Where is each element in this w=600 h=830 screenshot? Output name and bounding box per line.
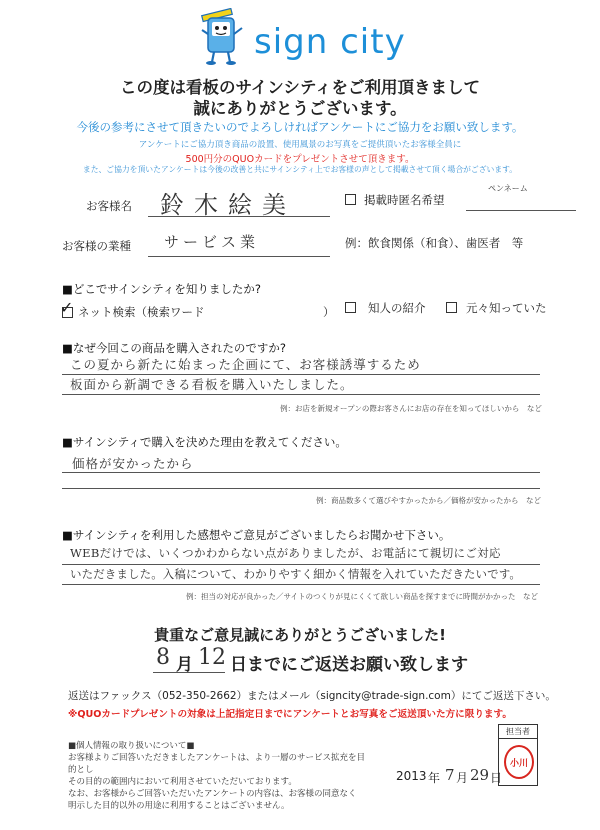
privacy-block (68, 740, 368, 812)
logo-text: sign city (254, 22, 406, 62)
q4-title: ■サインシティを利用した感想やご意見がございましたらお聞かせ下さい。 (62, 528, 451, 542)
q1-friend-label: 知人の紹介 (368, 301, 426, 315)
date-day-label: 日 (490, 771, 503, 785)
q3-title: ■サインシティで購入を決めた理由を教えてください。 (62, 435, 347, 449)
customer-name-label: お客様名 (86, 199, 132, 213)
q3-answer-line1[interactable]: 価格が安かったから (72, 456, 194, 471)
penname-label: ペンネーム (488, 184, 528, 193)
staff-label: 担当者 (499, 725, 537, 739)
header-line1: この度は看板のサインシティをご利用頂きまして (119, 78, 481, 97)
q2-answer-line2[interactable]: 板面から新調できる看板を購入いたしました。 (70, 377, 354, 392)
privacy-line4: 明示した目的以外の用途に利用することはございません。 (68, 801, 290, 811)
deadline-month[interactable]: 8 (156, 645, 170, 670)
privacy-line2: その目的の範囲内において利用させていただいております。 (68, 777, 297, 787)
logo-mascot-icon (196, 8, 252, 66)
date-month-label: 月 (456, 771, 469, 785)
date-year: 2013 (396, 769, 427, 783)
date-row (396, 766, 506, 788)
q2-answer-line1[interactable]: この夏から新たに始まった企画にて、お客様誘導するため (70, 357, 421, 372)
q1-known-label: 元々知っていた (466, 301, 547, 315)
header-request: 今後の参考にさせて頂きたいのでよろしければアンケートにご協力をお願い致します。 (76, 120, 524, 134)
date-month[interactable]: 7 (445, 766, 455, 784)
anon-label: 掲載時匿名希望 (364, 193, 445, 207)
date-day[interactable]: 29 (470, 766, 490, 784)
anon-checkbox[interactable] (345, 194, 356, 205)
header-line2: 誠にありがとうございます。 (193, 99, 407, 118)
closing-thanks: 貴重なご意見誠にありがとうございました! (154, 626, 446, 644)
date-year-label: 年 (428, 771, 441, 785)
q2-example: 例：お店を新規オープンの際お客さんにお店の存在を知ってほしいから など (280, 404, 542, 413)
q4-answer-line1[interactable]: WEBだけでは、いくつかわからない点がありましたが、お電話にて親切にご対応 (70, 546, 501, 560)
deadline-row (150, 645, 480, 673)
q4-line1 (62, 564, 540, 565)
q2-title: ■なぜ今回この商品を購入されたのですか? (62, 341, 286, 355)
q1-net-close: ） (323, 305, 335, 319)
penname-line[interactable] (466, 210, 576, 211)
q1-title: ■どこでサインシティを知りましたか? (62, 282, 261, 296)
q4-answer-line2[interactable]: いただきました。入稿について、わかりやすく細かく情報を入れていただきたいです。 (70, 567, 522, 581)
logo (196, 8, 406, 68)
customer-name-value[interactable]: 鈴木絵美 (160, 191, 296, 219)
q2-line2 (62, 394, 540, 395)
industry-example: 例：飲食関係（和食）、歯医者 等 (345, 236, 524, 250)
privacy-line3: なお、お客様からご回答いただいたアンケートの内容は、お客様の同意なく (68, 789, 357, 799)
industry-value[interactable]: サービス業 (164, 233, 260, 251)
deadline-text: 日までにご返送お願い致します (230, 655, 468, 675)
q3-example: 例：商品数多くて選びやすかったから／価格が安かったから など (316, 496, 541, 505)
q3-line1 (62, 472, 540, 473)
industry-label: お客様の業種 (62, 239, 131, 253)
header-quo: 500円分のQUOカードをプレゼントさせて頂きます。 (185, 154, 415, 165)
return-info: 返送はファックス（052-350-2662）またはメール（signcity@trade-sign.com）にてご返送下さい。 (68, 690, 556, 702)
q1-net-label: ネット検索（検索ワード (78, 305, 205, 319)
q1-friend-checkbox[interactable] (345, 302, 356, 313)
privacy-line1: お客様よりご回答いただきましたアンケートは、より一層のサービス拡充を目的とし (68, 753, 365, 775)
industry-line (148, 256, 330, 257)
q3-line2 (62, 488, 540, 489)
q1-check-mark-icon: ✓ (60, 298, 74, 317)
deadline-month-label: 月 (176, 655, 193, 675)
deadline-day[interactable]: 12 (198, 645, 226, 670)
deadline-underline (153, 672, 225, 673)
staff-stamp (504, 745, 534, 779)
q1-known-checkbox[interactable] (446, 302, 457, 313)
staff-stamp-text: 小川 (509, 759, 528, 769)
header-small2: また、ご協力を頂いたアンケートは今後の改善と共にサインシティ上でお客様の声として掲載させて頂く場合がございます。 (82, 165, 518, 174)
privacy-heading: ■個人情報の取り扱いについて■ (68, 741, 195, 751)
q4-example: 例：担当の対応が良かった／サイトのつくりが見にくくて欲しい商品を探すまでに時間がかかった など (186, 592, 538, 601)
customer-name-line (148, 216, 330, 217)
header-small1: アンケートにご協力頂き商品の設置、使用風景のお写真をご提供頂いたお客様全員に (138, 140, 462, 150)
q4-line2 (62, 584, 540, 585)
quo-notice: ※QUOカードプレゼントの対象は上記指定日までにアンケートとお写真をご返送頂いた方に限ります。 (68, 709, 512, 720)
